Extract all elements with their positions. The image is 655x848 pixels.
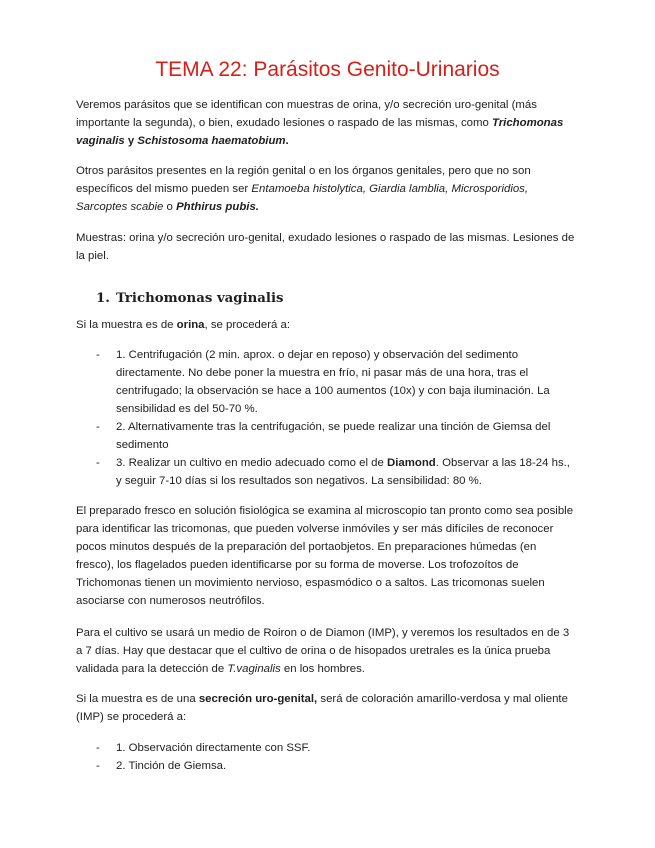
others-paragraph [76,162,576,216]
urine-step-2: 2. Alternativamente tras la centrifugación, se puede realizar una tinción de Giemsa del sedimento [116,421,551,451]
culture-italic: T.vaginalis [227,663,281,675]
dash-bullet: - [96,457,100,469]
urine-step-1: 1. Centrifugación (2 min. aprox. o dejar en reposo) y observación del sedimento directamente. No debe poner la muestra en frío, ni pasar más de una hora, tras el centrifugado; la observación se hace a 100 aumentos (10x) y con baja iluminación. La sensibilidad es del 50-70 %. [116,349,550,415]
urine-intro-a: Si la muestra es de [76,319,177,331]
urine-step-3-post: . Observar a las 18-24 hs., y seguir 7-10 días si los resultados son negativos. La sensibilidad: 80 %. [116,457,570,487]
list-item [76,346,576,418]
page-title: TEMA 22: Parásitos Genito-Urinarios [155,58,500,81]
urine-step-3-pre: 3. Realizar un cultivo en medio adecuado como el de [116,457,388,469]
secretion-text-b: será de coloración amarillo-verdosa y mal oliente (IMP) se procederá a: [76,693,568,723]
others-text: Otros parásitos presentes en la región genital o en los órganos genitales, pero que no son específicos del mismo pueden ser [76,165,531,195]
section-number: 1. [96,291,110,306]
others-join: o [163,201,177,213]
intro-join: y [124,135,138,147]
samples-paragraph: Muestras: orina y/o secreción uro-genital, exudado lesiones o raspado de las mismas. Lesiones de la piel. [76,232,575,262]
intro-paragraph [76,96,576,150]
intro-species-2: Schistosoma haematobium [137,135,286,147]
dash-bullet: - [96,742,100,754]
secretion-paragraph [76,690,576,726]
list-item [76,454,576,490]
intro-species-1: Trichomonas vaginalis [76,117,564,147]
urine-step-3-bold: Diamond [387,457,436,469]
dash-bullet: - [96,349,100,361]
secretion-steps-list [76,739,576,775]
list-item [76,757,576,775]
list-item [76,418,576,454]
culture-text-a: Para el cultivo se usará un medio de Roiron o de Diamon (IMP), y veremos los resultados en de 3 a 7 días. Hay que destacar que el cultivo de orina o de hisopados uretrales es la única prueba validada para la detección de [76,627,570,675]
dash-bullet: - [96,421,100,433]
dash-bullet: - [96,760,100,772]
fresh-prep-paragraph: El preparado fresco en solución fisiológica se examina al microscopio tan pronto como sea posible para identificar las tricomonas, que pueden volverse inmóviles y ser más difíciles de reconocer pocos minutos después de la preparación del portaobjetos. En preparaciones húmedas (en fresco), los flagelados pueden identificarse por su forma de moverse. Los trofozoítos de Trichomonas tienen un movimiento nervioso, espasmódico o a saltos. Las tricomonas suelen asociarse con numerosos neutrófilos. [76,505,574,607]
section-heading-text: Trichomonas vaginalis [116,291,284,306]
intro-text: Veremos parásitos que se identifican con muestras de orina, y/o secreción uro-genital (más importante la segunda), o bien, exudado lesiones o raspado de las mismas, como [76,99,537,129]
urine-bold: orina [176,319,205,331]
others-species: Entamoeba histolytica, Giardia lamblia, Microsporidios, Sarcoptes scabie [76,183,529,213]
section-heading-trichomonas [96,291,284,306]
secretion-step-1: 1. Observación directamente con SSF. [116,742,311,754]
urine-intro [76,316,576,334]
culture-text-b: en los hombres. [280,663,365,675]
intro-end: . [285,135,289,147]
others-phthirus: Phthirus pubis. [176,201,259,213]
urine-intro-b: , se procederá a: [204,319,291,331]
list-item [76,739,576,757]
urine-steps-list [76,346,576,490]
secretion-bold: secreción uro-genital, [198,693,318,705]
culture-paragraph [76,624,576,678]
secretion-text-a: Si la muestra es de una [76,693,199,705]
secretion-step-2: 2. Tinción de Giemsa. [116,760,227,772]
